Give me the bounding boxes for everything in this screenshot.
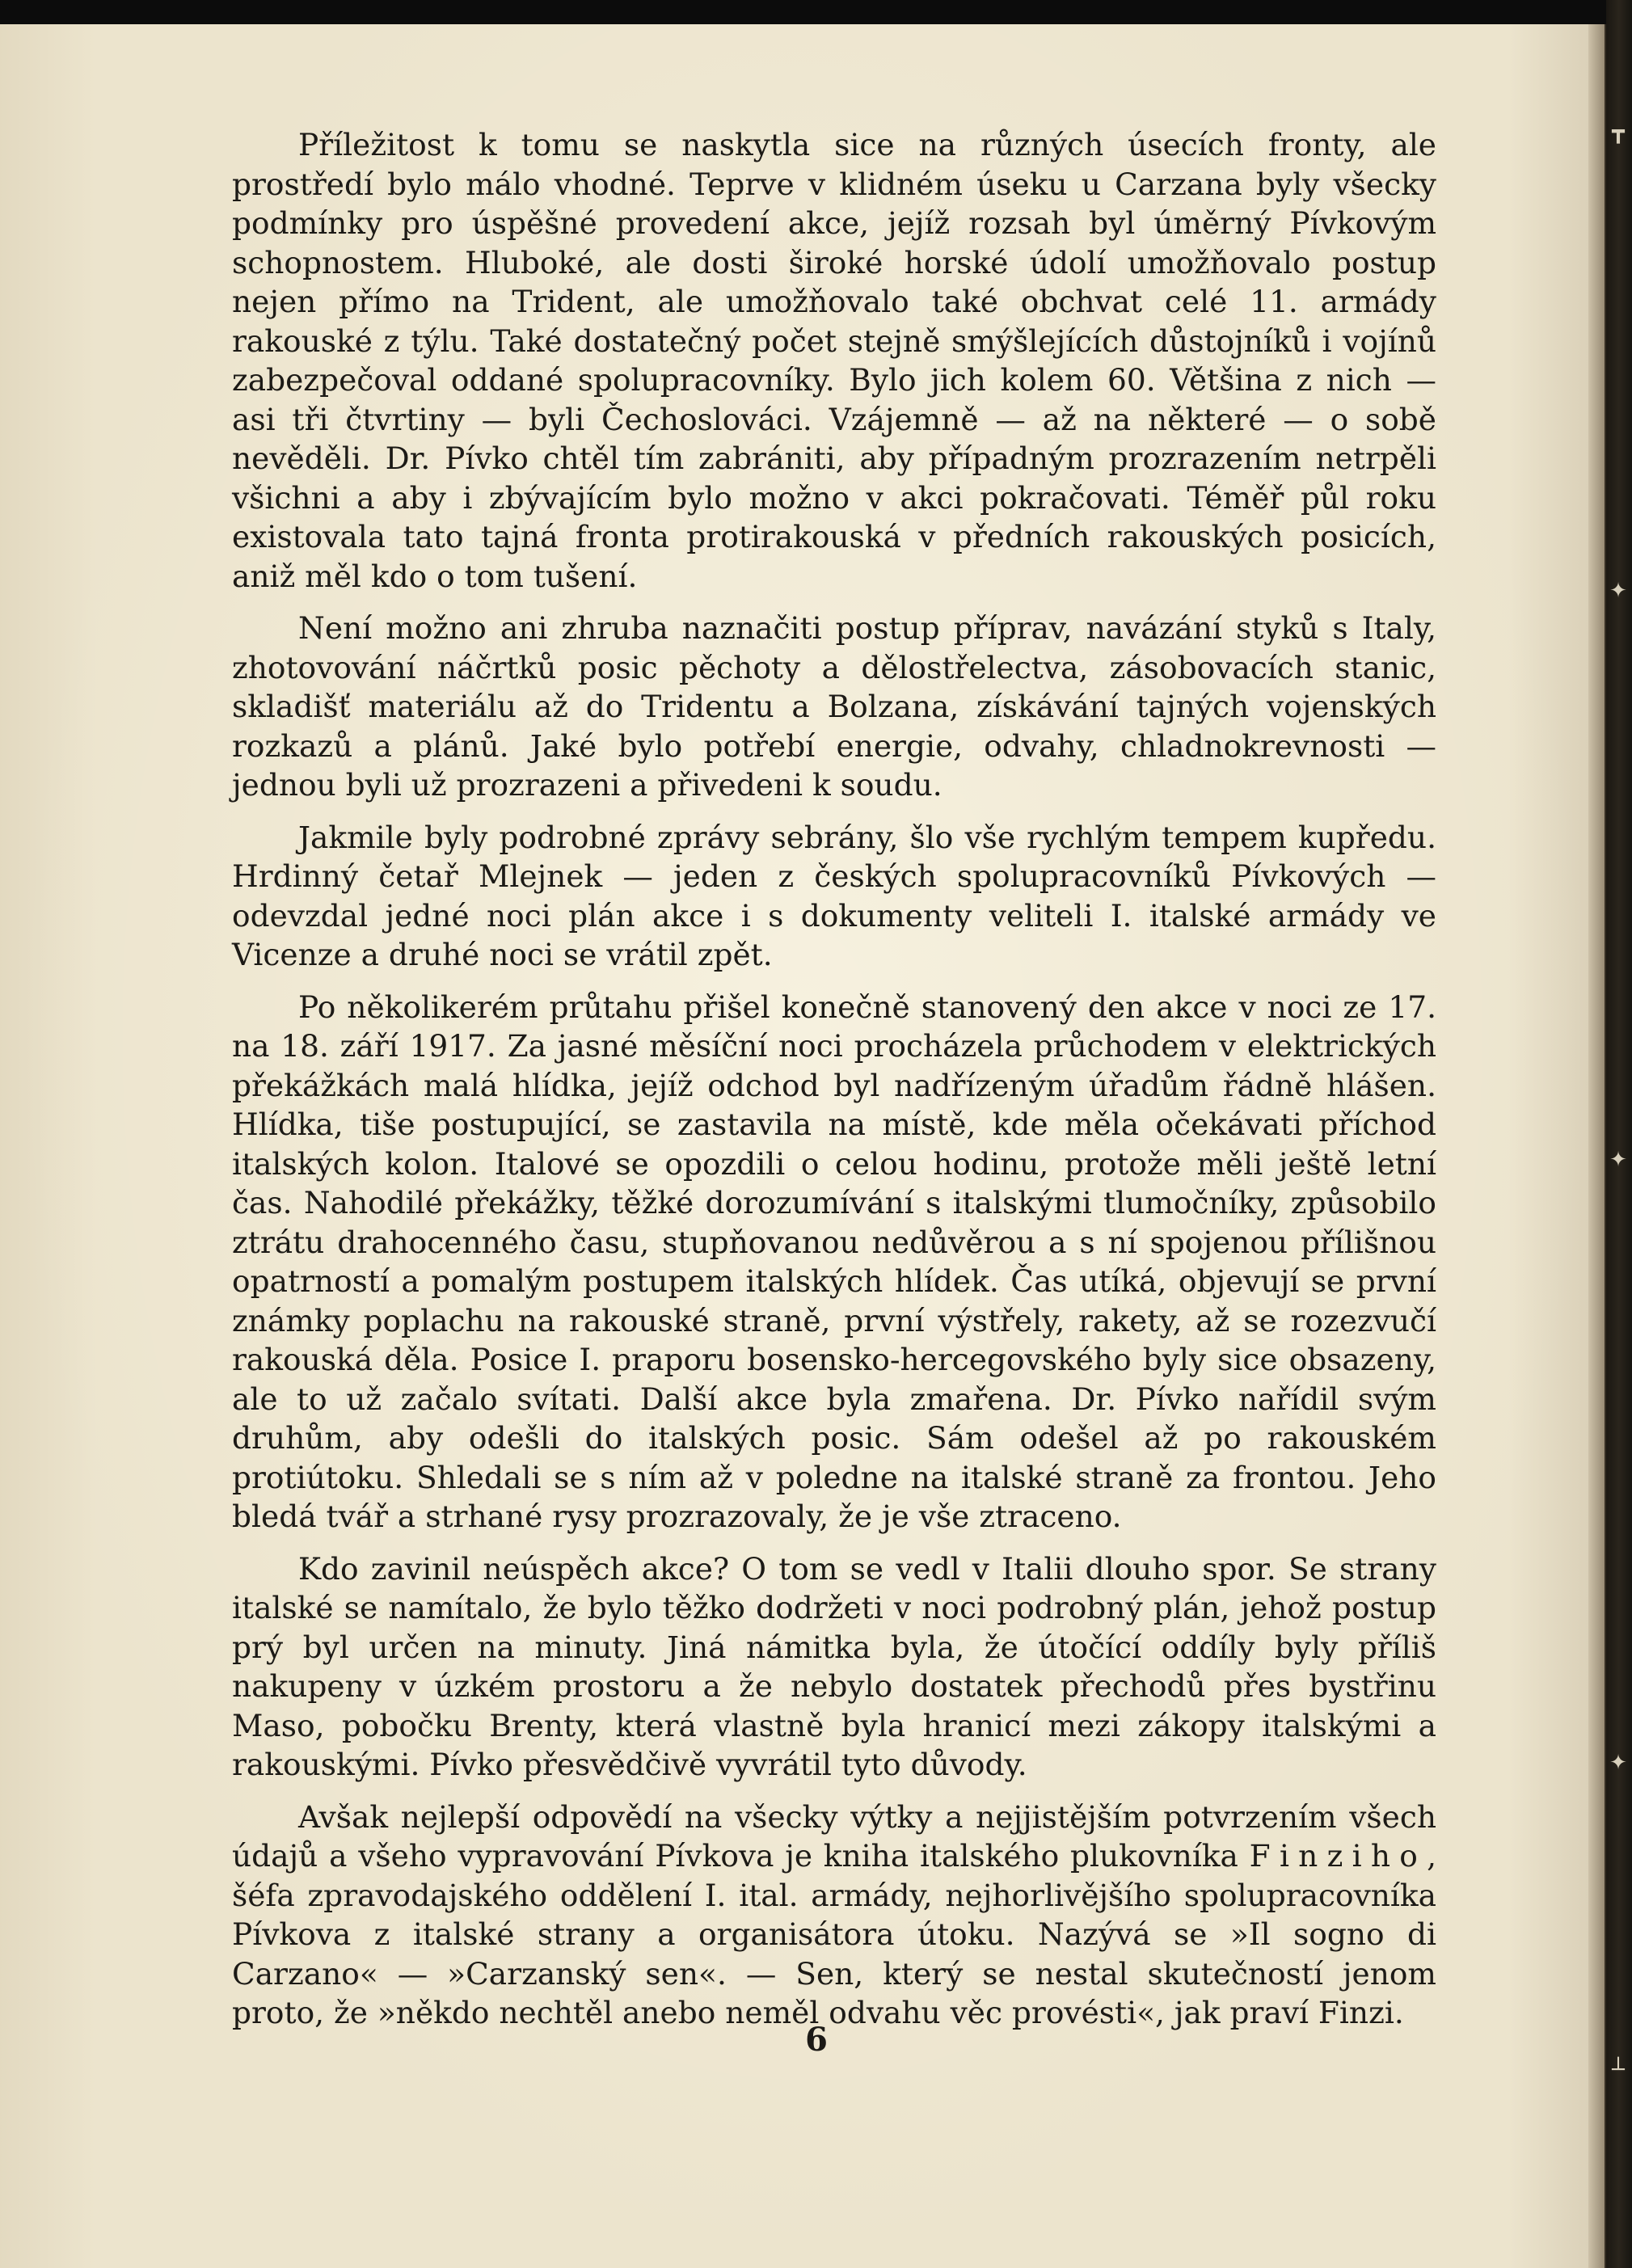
paragraph-text: , šéfa zpravodajského oddělení I. ital. armády, nejhorlivějšího spolupracovníka Pívkova z italské strany a organisátora útoku. Nazývá se »Il sogno di Carzano« — »Carzanský sen«. — Sen, který se nestal skutečností jenom proto, že »někdo nechtěl anebo neměl odvahu věc provésti«, jak praví Finzi. — [232, 1838, 1436, 2030]
paragraph-text: Avšak nejlepší odpovědí na všecky výtky a nejjistějším potvrzením všech údajů a všeho vypravování Pívkova je kniha italského plukovníka — [232, 1798, 1436, 1874]
binding-thread-mark: ✦ — [1609, 1751, 1627, 1775]
paragraph: Kdo zavinil neúspěch akce? O tom se vedl v Italii dlouho spor. Se strany italské se namítalo, že bylo těžko dodržeti v noci podrobný plán, jehož postup prý byl určen na minuty. Jiná námitka byla, že útočící oddíly byly příliš nakupeny v úzkém prostoru a že nebylo dostatek přechodů přes bystřinu Maso, pobočku Brenty, která vlastně byla hranicí mezi zákopy italskými a rakouskými. Pívko přesvědčivě vyvrátil tyto důvody. — [232, 1550, 1436, 1782]
paragraph: Jakmile byly podrobné zprávy sebrány, šlo vše rychlým tempem kupředu. Hrdinný četař Mlejnek — jeden z českých spolupracovníků Pívkových — odevzdal jedné noci plán akce i s dokumenty veliteli I. italské armády ve Vicenze a druhé noci se vrátil zpět. — [232, 819, 1436, 972]
page-gutter-shadow — [1588, 24, 1606, 2268]
body-text — [232, 125, 1436, 2046]
paragraph: Není možno ani zhruba naznačiti postup příprav, navázání styků s Italy, zhotovování náčrtků posic pěchoty a dělostřelectva, zásobovacích stanic, skladišť materiálu až do Tridentu a Bolzana, získávání tajných vojenských rozkazů a plánů. Jaké bylo potřebí energie, odvahy, chladnokrevnosti — jednou byli už prozrazeni a přivedeni k soudu. — [232, 610, 1436, 803]
binding-thread-mark: ┳ — [1612, 120, 1625, 144]
binding-thread-mark: ┴ — [1612, 2058, 1625, 2082]
spaced-name: Finziho — [1249, 1838, 1427, 1874]
paragraph: Příležitost k tomu se naskytla sice na různých úsecích fronty, ale prostředí bylo málo vhodné. Teprve v klidném úseku u Carzana byly všecky podmínky pro úspěšné provedení akce, jejíž rozsah byl úměrný Pívkovým schopnostem. Hluboké, ale dosti široké horské údolí umožňovalo postup nejen přímo na Trident, ale umožňovalo také obchvat celé 11. armády rakouské z týlu. Také dostatečný počet stejně smýšlejících důstojníků i vojínů zabezpečoval oddané spolupracovníky. Bylo jich kolem 60. Většina z nich — asi tři čtvrtiny — byli Čechoslováci. Vzájemně — až na některé — o sobě nevěděli. Dr. Pívko chtěl tím zabrániti, aby případným prozrazením netrpěli všichni a aby i zbývajícím bylo možno v akci pokračovati. Téměř půl roku existovala tato tajná fronta protirakouská v předních rakouských posicích, aniž měl kdo o tom tušení. — [232, 127, 1436, 594]
binding-edge — [1606, 0, 1632, 2268]
paragraph — [232, 1798, 1436, 2033]
binding-thread-mark: ✦ — [1609, 579, 1627, 603]
binding-thread-mark: ✦ — [1609, 1148, 1627, 1172]
page-number: 6 — [805, 2021, 828, 2059]
paragraph: Po několikerém průtahu přišel konečně stanovený den akce v noci ze 17. na 18. září 1917. Za jasné měsíční noci procházela průchodem v elektrických překážkách malá hlídka, jejíž odchod byl nadřízeným úřadům řádně hlášen. Hlídka, tiše postupující, se zastavila na místě, kde měla očekávati příchod italských kolon. Italové se opozdili o celou hodinu, protože měli ještě letní čas. Nahodilé překážky, těžké dorozumívání s italskými tlumočníky, způsobilo ztrátu drahocenného času, stupňovanou nedůvěrou a s ní spojenou přílišnou opatrností a pomalým postupem italských hlídek. Čas utíká, objevují se první známky poplachu na rakouské straně, první výstřely, rakety, až se rozezvučí rakouská děla. Posice I. praporu bosensko-hercegovského byly sice obsazeny, ale to už začalo svítati. Další akce byla zmařena. Dr. Pívko nařídil svým druhům, aby odešli do italských posic. Sám odešel až po rakouském protiútoku. Shledali se s ním až v poledne na italské straně za frontou. Jeho bledá tvář a strhané rysy prozrazovaly, že je vše ztraceno. — [232, 989, 1436, 1534]
